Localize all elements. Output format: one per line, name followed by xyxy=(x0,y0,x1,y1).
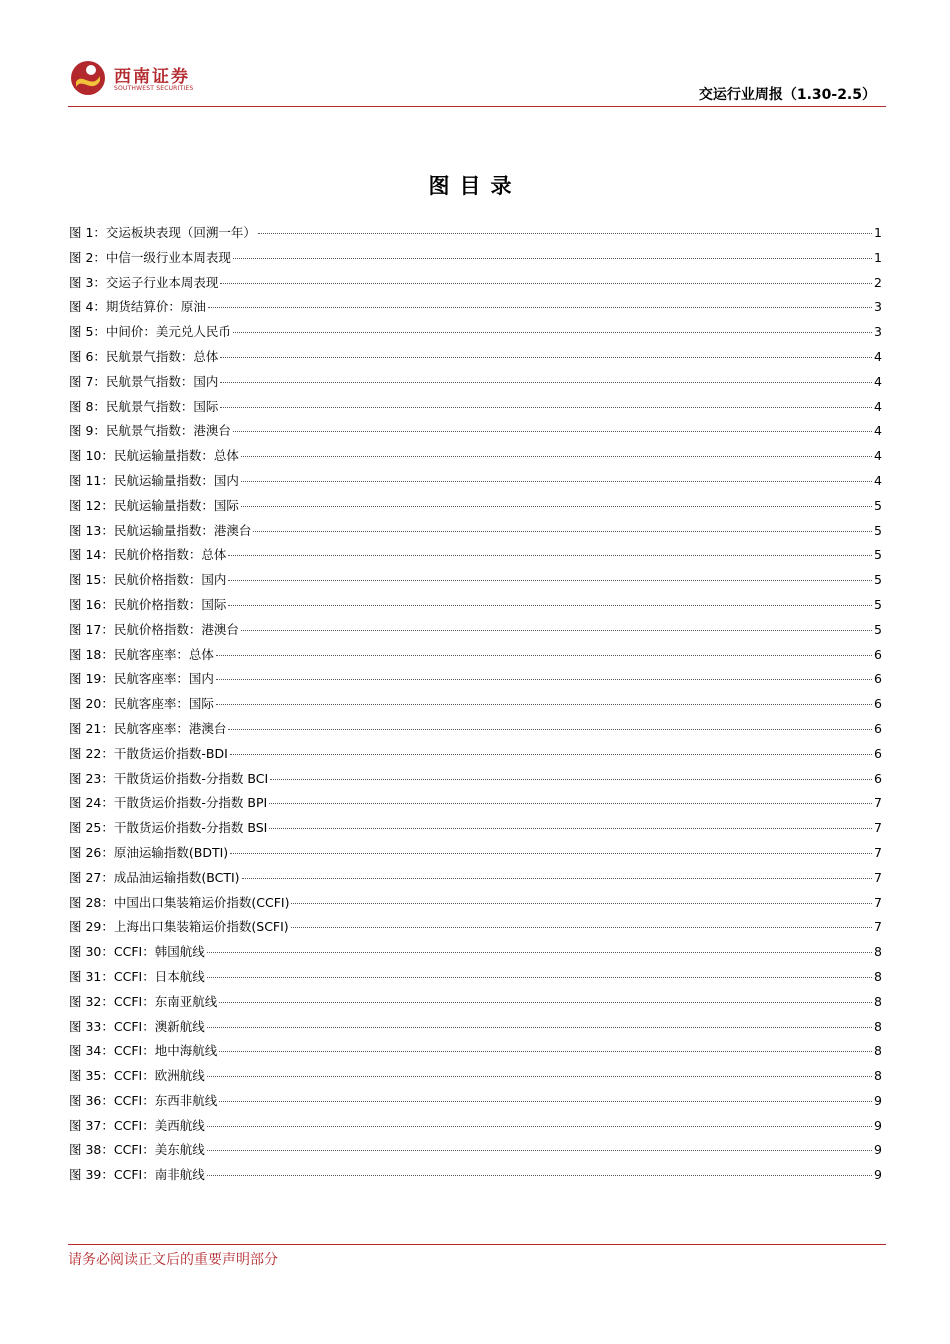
toc-entry-label: 图 39：CCFI：南非航线 xyxy=(69,1167,205,1183)
toc-entry-page: 8 xyxy=(874,968,882,984)
toc-entry-page: 2 xyxy=(874,274,882,290)
toc-dot-leader xyxy=(269,803,872,804)
toc-entry-page: 8 xyxy=(874,944,882,960)
toc-entry[interactable] xyxy=(69,1064,882,1089)
toc-dot-leader xyxy=(216,704,872,705)
toc-entry-label: 图 26：原油运输指数(BDTI) xyxy=(69,844,229,860)
toc-entry-page: 6 xyxy=(874,646,882,662)
toc-entry-page: 7 xyxy=(874,795,882,811)
toc-dot-leader xyxy=(219,1101,872,1102)
toc-entry-label: 图 15：民航价格指数：国内 xyxy=(69,572,227,588)
toc-entry-label: 图 11：民航运输量指数：国内 xyxy=(69,472,239,488)
toc-entry-page: 1 xyxy=(874,249,882,265)
toc-dot-leader xyxy=(207,952,872,953)
toc-entry-page: 8 xyxy=(874,1043,882,1059)
toc-dot-leader xyxy=(228,580,872,581)
toc-dot-leader xyxy=(291,903,872,904)
toc-entry[interactable] xyxy=(69,295,882,320)
report-title: 交运行业周报（1.30-2.5） xyxy=(698,87,876,103)
toc-dot-leader xyxy=(269,828,872,829)
logo-english-name: SOUTHWEST SECURITIES xyxy=(114,85,194,92)
toc-entry-label: 图 23：干散货运价指数-分指数 BCI xyxy=(69,770,269,786)
logo-mark-icon xyxy=(70,60,106,96)
toc-dot-leader xyxy=(228,729,872,730)
toc-dot-leader xyxy=(230,754,872,755)
toc-dot-leader xyxy=(233,258,872,259)
toc-entry-label: 图 28：中国出口集装箱运价指数(CCFI) xyxy=(69,894,290,910)
toc-entry[interactable] xyxy=(69,543,882,568)
toc-entry[interactable] xyxy=(69,1089,882,1114)
toc-entry[interactable] xyxy=(69,395,882,420)
toc-dot-leader xyxy=(241,506,872,507)
toc-entry-label: 图 4：期货结算价：原油 xyxy=(69,299,206,315)
toc-entry[interactable] xyxy=(69,320,882,345)
toc-entry-page: 5 xyxy=(874,572,882,588)
toc-entry-page: 4 xyxy=(874,448,882,464)
toc-entry-page: 5 xyxy=(874,497,882,513)
toc-entry-label: 图 31：CCFI：日本航线 xyxy=(69,968,205,984)
toc-entry-page: 7 xyxy=(874,919,882,935)
toc-entry-label: 图 34：CCFI：地中海航线 xyxy=(69,1043,218,1059)
toc-dot-leader xyxy=(207,977,872,978)
toc-dot-leader xyxy=(228,605,872,606)
toc-entry-label: 图 6：民航景气指数：总体 xyxy=(69,348,219,364)
toc-entry-label: 图 9：民航景气指数：港澳台 xyxy=(69,423,231,439)
toc-entry[interactable] xyxy=(69,742,882,767)
toc-entry-label: 图 32：CCFI：东南亚航线 xyxy=(69,993,218,1009)
toc-entry-page: 6 xyxy=(874,696,882,712)
toc-entry-label: 图 8：民航景气指数：国际 xyxy=(69,398,219,414)
toc-dot-leader xyxy=(241,481,872,482)
toc-entry-label: 图 36：CCFI：东西非航线 xyxy=(69,1092,218,1108)
toc-dot-leader xyxy=(219,1002,872,1003)
toc-entry-page: 6 xyxy=(874,671,882,687)
toc-entry[interactable] xyxy=(69,643,882,668)
toc-entry[interactable] xyxy=(69,990,882,1015)
toc-dot-leader xyxy=(270,779,872,780)
toc-entry-label: 图 22：干散货运价指数-BDI xyxy=(69,745,228,761)
toc-entry-page: 9 xyxy=(874,1167,882,1183)
toc-entry-label: 图 30：CCFI：韩国航线 xyxy=(69,944,205,960)
toc-entry-label: 图 29：上海出口集装箱运价指数(SCFI) xyxy=(69,919,289,935)
toc-entry[interactable] xyxy=(69,618,882,643)
toc-entry-label: 图 12：民航运输量指数：国际 xyxy=(69,497,239,513)
toc-entry[interactable] xyxy=(69,1114,882,1139)
toc-dot-leader xyxy=(207,1027,872,1028)
toc-dot-leader xyxy=(207,1175,872,1176)
toc-entry-page: 8 xyxy=(874,993,882,1009)
toc-entry[interactable] xyxy=(69,816,882,841)
toc-entry-label: 图 27：成品油运输指数(BCTI) xyxy=(69,869,240,885)
toc-entry-label: 图 14：民航价格指数：总体 xyxy=(69,547,227,563)
toc-entry[interactable] xyxy=(69,891,882,916)
toc-entry[interactable] xyxy=(69,494,882,519)
toc-dot-leader xyxy=(253,531,872,532)
toc-entry-page: 9 xyxy=(874,1092,882,1108)
toc-entry-label: 图 7：民航景气指数：国内 xyxy=(69,373,219,389)
toc-entry[interactable] xyxy=(69,940,882,965)
toc-dot-leader xyxy=(216,679,872,680)
toc-entry-label: 图 5：中间价：美元兑人民币 xyxy=(69,324,231,340)
toc-entry-label: 图 1：交运板块表现（回溯一年） xyxy=(69,225,256,240)
toc-entry[interactable] xyxy=(69,692,882,717)
toc-entry-page: 7 xyxy=(874,894,882,910)
toc-dot-leader xyxy=(258,233,872,234)
toc-dot-leader xyxy=(233,431,872,432)
toc-dot-leader xyxy=(242,878,873,879)
page-header xyxy=(68,58,886,107)
toc-entry[interactable] xyxy=(69,271,882,296)
toc-entry-page: 6 xyxy=(874,720,882,736)
toc-entry-label: 图 2：中信一级行业本周表现 xyxy=(69,249,231,265)
toc-entry-page: 5 xyxy=(874,522,882,538)
toc-entry-page: 4 xyxy=(874,423,882,439)
toc-dot-leader xyxy=(219,1051,872,1052)
toc-entry-label: 图 21：民航客座率：港澳台 xyxy=(69,720,227,736)
toc-entry-page: 3 xyxy=(874,324,882,340)
toc-entry[interactable] xyxy=(69,767,882,792)
toc-entry[interactable] xyxy=(69,841,882,866)
toc-entry-page: 4 xyxy=(874,398,882,414)
company-logo xyxy=(68,58,248,102)
toc-entry[interactable] xyxy=(69,1039,882,1064)
toc-entry-label: 图 33：CCFI：澳新航线 xyxy=(69,1018,205,1034)
toc-dot-leader xyxy=(241,630,872,631)
toc-entry-label: 图 25：干散货运价指数-分指数 BSI xyxy=(69,820,268,836)
toc-dot-leader xyxy=(207,1126,872,1127)
toc-entry-page: 7 xyxy=(874,869,882,885)
toc-entry[interactable] xyxy=(69,791,882,816)
toc-entry[interactable] xyxy=(69,965,882,990)
toc-entry-page: 8 xyxy=(874,1068,882,1084)
toc-entry-page: 7 xyxy=(874,820,882,836)
toc-entry-page: 9 xyxy=(874,1117,882,1133)
toc-entry[interactable] xyxy=(69,593,882,618)
toc-entry[interactable] xyxy=(69,519,882,544)
toc-entry[interactable] xyxy=(69,370,882,395)
toc-entry-label: 图 19：民航客座率：国内 xyxy=(69,671,214,687)
toc-dot-leader xyxy=(220,382,872,383)
toc-entry[interactable] xyxy=(69,568,882,593)
toc-entry-label: 图 35：CCFI：欧洲航线 xyxy=(69,1068,205,1084)
toc-entry[interactable] xyxy=(69,469,882,494)
toc-entry-page: 8 xyxy=(874,1018,882,1034)
toc-entry-page: 5 xyxy=(874,596,882,612)
toc-entry-page: 4 xyxy=(874,348,882,364)
toc-entry[interactable] xyxy=(69,717,882,742)
toc-entry[interactable] xyxy=(69,221,882,246)
toc-entry-page: 3 xyxy=(874,299,882,315)
toc-entry[interactable] xyxy=(69,246,882,271)
toc-entry-page: 6 xyxy=(874,745,882,761)
toc-entry-label: 图 10：民航运输量指数：总体 xyxy=(69,448,239,464)
toc-dot-leader xyxy=(241,456,872,457)
toc-entry[interactable] xyxy=(69,1015,882,1040)
toc-entry[interactable] xyxy=(69,419,882,444)
footer-disclaimer: 请务必阅读正文后的重要声明部分 xyxy=(68,1252,278,1268)
toc-entry-page: 5 xyxy=(874,547,882,563)
table-of-figures xyxy=(69,221,882,1188)
toc-entry-page: 7 xyxy=(874,844,882,860)
toc-entry-label: 图 38：CCFI：美东航线 xyxy=(69,1142,205,1158)
page-title: 图目录 xyxy=(428,173,522,198)
toc-dot-leader xyxy=(220,357,872,358)
toc-entry-page: 9 xyxy=(874,1142,882,1158)
toc-entry[interactable] xyxy=(69,866,882,891)
toc-dot-leader xyxy=(230,853,872,854)
toc-entry[interactable] xyxy=(69,1138,882,1163)
toc-dot-leader xyxy=(220,407,872,408)
toc-entry-label: 图 20：民航客座率：国际 xyxy=(69,696,214,712)
toc-entry[interactable] xyxy=(69,915,882,940)
toc-entry-label: 图 17：民航价格指数：港澳台 xyxy=(69,621,239,637)
toc-entry[interactable] xyxy=(69,444,882,469)
toc-dot-leader xyxy=(207,1076,872,1077)
toc-entry-page: 6 xyxy=(874,770,882,786)
toc-dot-leader xyxy=(216,655,872,656)
footer-divider xyxy=(68,1244,886,1245)
toc-entry-label: 图 13：民航运输量指数：港澳台 xyxy=(69,522,252,538)
toc-dot-leader xyxy=(233,332,872,333)
toc-entry-page: 4 xyxy=(874,472,882,488)
toc-entry-label: 图 3：交运子行业本周表现 xyxy=(69,274,219,290)
toc-entry-label: 图 18：民航客座率：总体 xyxy=(69,646,214,662)
toc-entry-label: 图 16：民航价格指数：国际 xyxy=(69,596,227,612)
toc-dot-leader xyxy=(228,555,872,556)
toc-entry-label: 图 24：干散货运价指数-分指数 BPI xyxy=(69,795,268,811)
toc-entry-page: 4 xyxy=(874,373,882,389)
toc-entry[interactable] xyxy=(69,1163,882,1188)
toc-dot-leader xyxy=(291,927,872,928)
toc-entry-label: 图 37：CCFI：美西航线 xyxy=(69,1117,205,1133)
toc-dot-leader xyxy=(208,307,872,308)
toc-dot-leader xyxy=(220,283,872,284)
toc-dot-leader xyxy=(207,1150,872,1151)
logo-chinese-name: 西南证券 xyxy=(114,67,190,87)
toc-entry[interactable] xyxy=(69,345,882,370)
toc-entry-page: 5 xyxy=(874,621,882,637)
toc-entry-page: 1 xyxy=(874,225,882,240)
toc-entry[interactable] xyxy=(69,667,882,692)
